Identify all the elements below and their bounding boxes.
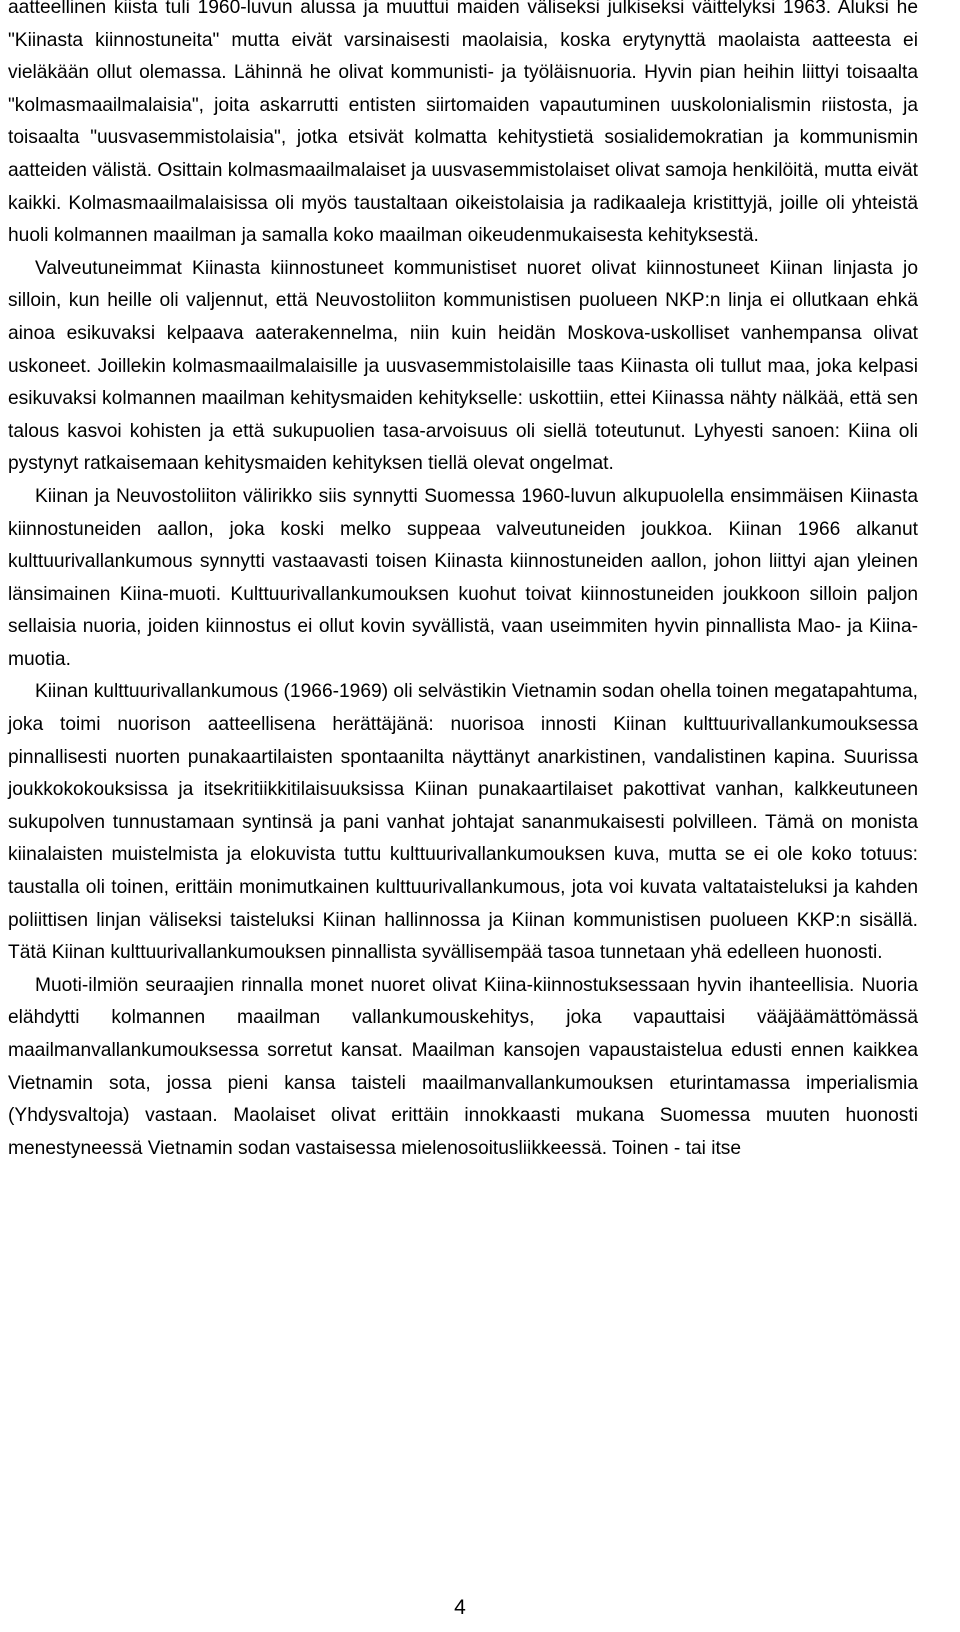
paragraph-2: Valveutuneimmat Kiinasta kiinnostuneet kommunistiset nuoret olivat kiinnostuneet Kiinan linjasta jo silloin, kun heille oli valjennut, että Neuvostoliiton kommunistisen puolueen NKP:n linja ei ollutkaan ehkä ainoa esikuvaksi kelpaava aaterakennelma, niin kuin heidän Moskova-uskolliset vanhempansa olivat uskoneet. Joillekin kolmasmaailmalaisille ja uusvasemmistolaisille taas Kiinasta oli tullut maa, joka kelpasi esikuvaksi kolmannen maailman kehitysmaiden kehitykselle: uskottiin, ettei Kiinassa nähty nälkää, että sen talous kasvoi kohisten ja että sukupuolien tasa-arvoisuus oli siellä toteutunut. Lyhyesti sanoen: Kiina oli pystynyt ratkaisemaan kehitysmaiden kehityksen tiellä olevat ongelmat. xyxy=(8,257,918,475)
paragraph-3: Kiinan ja Neuvostoliiton välirikko siis synnytti Suomessa 1960-luvun alkupuolella ensimmäisen Kiinasta kiinnostuneiden aallon, joka koski melko suppeaa valveutuneiden joukkoa. Kiinan 1966 alkanut kulttuurivallankumous synnytti vastaavasti toisen Kiinasta kiinnostuneiden aallon, johon liittyi ajan yleinen länsimainen Kiina-muoti. Kulttuurivallankumouksen kuohut toivat kiinnostuneiden joukkoon silloin paljon sellaisia nuoria, joiden kiinnostus ei ollut kovin syvällistä, vaan useimmiten hyvin pinnallista Mao- ja Kiina-muotia. xyxy=(8,485,918,670)
body-text xyxy=(8,0,918,1165)
paragraph-1: aatteellinen kiista tuli 1960-luvun alussa ja muuttui maiden väliseksi julkiseksi väittelyksi 1963. Aluksi he "Kiinasta kiinnostuneita" mutta eivät varsinaisesti maolaisia, koska erytynyttä maolaista aatteesta ei vieläkään ollut olemassa. Lähinnä he olivat kommunisti- ja työläisnuoria. Hyvin pian heihin liittyi toisaalta "kolmasmaailmalaisia", joita askarrutti entisten siirtomaiden vapautuminen uuskolonialismin riistosta, ja toisaalta "uusvasemmistolaisia", jotka etsivät kolmatta kehitystietä sosialidemokratian ja kommunismin aatteiden välistä. Osittain kolmasmaailmalaiset ja uusvasemmistolaiset olivat samoja henkilöitä, mutta eivät kaikki. Kolmasmaailmalaisissa oli myös taustaltaan oikeistolaisia ja radikaaleja kristittyjä, joille oli yhteistä huoli kolmannen maailman ja samalla koko maailman oikeudenmukaisesta kehityksestä. xyxy=(8,0,918,247)
page-number: 4 xyxy=(454,1596,466,1619)
paragraph-4: Kiinan kulttuurivallankumous (1966-1969) oli selvästikin Vietnamin sodan ohella toinen megatapahtuma, joka toimi nuorison aatteellisena herättäjänä: nuorisoa innosti Kiinan kulttuurivallankumouksessa pinnallisesti nuorten punakaartilaisten spontaanilta näyttänyt anarkistinen, vandalistinen kapina. Suurissa joukkokokouksissa ja itsekritiikkitilaisuuksissa Kiinan punakaartilaiset pakottivat vanhan, kalkkeutuneen sukupolven tunnustamaan syntinsä ja pani vanhat johtajat sananmukaisesti polvilleen. Tämä on monista kiinalaisten muistelmista ja elokuvista tuttu kulttuurivallankumouksen kuva, mutta se ei ole koko totuus: taustalla oli toinen, erittäin monimutkainen kulttuurivallankumous, jota voi kuvata valtataisteluksi ja kahden poliittisen linjan väliseksi taisteluksi Kiinan hallinnossa ja Kiinan kommunistisen puolueen KKP:n sisällä. Tätä Kiinan kulttuurivallankumouksen pinnallista syvällisempää tasoa tunnetaan yhä edelleen huonosti. xyxy=(8,681,918,964)
paragraph-5: Muoti-ilmiön seuraajien rinnalla monet nuoret olivat Kiina-kiinnostuksessaan hyvin ihanteellisia. Nuoria elähdytti kolmannen maailman vallankumouskehitys, joka vapauttaisi vääjäämättömässä maailmanvallankumouksessa sorretut kansat. Maailman kansojen vapaustaistelua edusti ennen kaikkea Vietnamin sota, jossa pieni kansa taisteli maailmanvallankumouksen eturintamassa imperialismia (Yhdysvaltoja) vastaan. Maolaiset olivat erittäin innokkaasti mukana Suomessa muuten huonosti menestyneessä Vietnamin sodan vastaisessa mielenosoitusliikkeessä. Toinen - tai itse xyxy=(8,974,918,1159)
